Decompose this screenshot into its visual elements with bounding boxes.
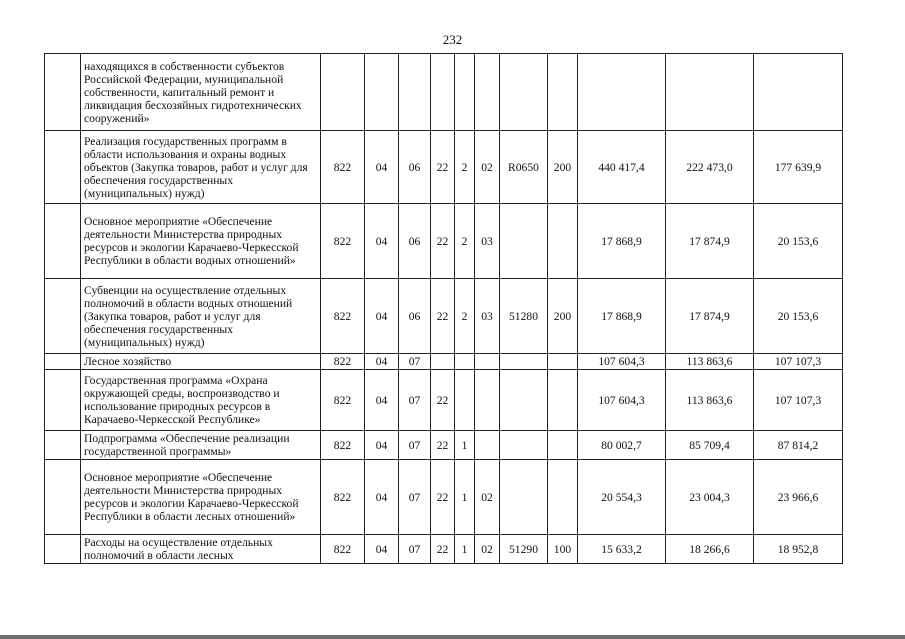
code-cell-c1: 822 xyxy=(321,204,365,279)
code-cell-c2: 04 xyxy=(365,460,399,535)
code-cell-c4: 22 xyxy=(431,431,455,460)
code-cell-c6: 02 xyxy=(475,460,500,535)
amount-cell-v2: 222 473,0 xyxy=(666,131,754,204)
code-cell-c3 xyxy=(399,54,431,131)
code-cell-c8 xyxy=(548,370,578,431)
row-number-cell xyxy=(45,535,81,564)
code-cell-c8 xyxy=(548,354,578,370)
table-row xyxy=(45,460,843,535)
code-cell-c7 xyxy=(500,370,548,431)
code-cell-c5: 1 xyxy=(455,535,475,564)
code-cell-c3: 06 xyxy=(399,204,431,279)
code-cell-c2: 04 xyxy=(365,131,399,204)
amount-cell-v1: 17 868,9 xyxy=(578,204,666,279)
amount-cell-v2: 17 874,9 xyxy=(666,204,754,279)
code-cell-c1: 822 xyxy=(321,431,365,460)
amount-cell-v2: 17 874,9 xyxy=(666,279,754,354)
amount-cell-v2: 23 004,3 xyxy=(666,460,754,535)
amount-cell-v1: 80 002,7 xyxy=(578,431,666,460)
code-cell-c2: 04 xyxy=(365,431,399,460)
amount-cell-v1 xyxy=(578,54,666,131)
row-number-cell xyxy=(45,54,81,131)
code-cell-c1: 822 xyxy=(321,535,365,564)
code-cell-c6 xyxy=(475,431,500,460)
table-row xyxy=(45,204,843,279)
code-cell-c6: 03 xyxy=(475,204,500,279)
expense-name-cell: Подпрограмма «Обеспечение реализации государственной программы» xyxy=(81,431,321,460)
expense-name-cell: находящихся в собственности субъектов Российской Федерации, муниципальной собственности, капитальный ремонт и ликвидация бесхозяйных гидротехнических сооружений» xyxy=(81,54,321,131)
row-number-cell xyxy=(45,370,81,431)
code-cell-c5 xyxy=(455,354,475,370)
code-cell-c4: 22 xyxy=(431,535,455,564)
amount-cell-v3: 20 153,6 xyxy=(754,279,843,354)
amount-cell-v2: 113 863,6 xyxy=(666,370,754,431)
amount-cell-v1: 17 868,9 xyxy=(578,279,666,354)
code-cell-c5: 1 xyxy=(455,431,475,460)
code-cell-c1: 822 xyxy=(321,131,365,204)
code-cell-c3: 07 xyxy=(399,354,431,370)
code-cell-c7: 51290 xyxy=(500,535,548,564)
table-row xyxy=(45,131,843,204)
code-cell-c1: 822 xyxy=(321,370,365,431)
table-row xyxy=(45,354,843,370)
code-cell-c4 xyxy=(431,54,455,131)
scan-bottom-edge xyxy=(0,635,905,639)
code-cell-c1: 822 xyxy=(321,460,365,535)
amount-cell-v1: 107 604,3 xyxy=(578,354,666,370)
amount-cell-v3: 20 153,6 xyxy=(754,204,843,279)
code-cell-c4: 22 xyxy=(431,279,455,354)
code-cell-c4 xyxy=(431,354,455,370)
code-cell-c3: 06 xyxy=(399,131,431,204)
code-cell-c4: 22 xyxy=(431,131,455,204)
expense-name-cell: Государственная программа «Охрана окружающей среды, воспроизводство и использование природных ресурсов в Карачаево-Черкесской Республике» xyxy=(81,370,321,431)
code-cell-c5: 2 xyxy=(455,204,475,279)
row-number-cell xyxy=(45,431,81,460)
table-row xyxy=(45,54,843,131)
table-row xyxy=(45,370,843,431)
code-cell-c4: 22 xyxy=(431,370,455,431)
amount-cell-v1: 20 554,3 xyxy=(578,460,666,535)
amount-cell-v2 xyxy=(666,54,754,131)
code-cell-c4: 22 xyxy=(431,204,455,279)
code-cell-c8 xyxy=(548,431,578,460)
budget-table xyxy=(44,53,843,564)
code-cell-c8: 100 xyxy=(548,535,578,564)
expense-name-cell: Лесное хозяйство xyxy=(81,354,321,370)
row-number-cell xyxy=(45,204,81,279)
code-cell-c8 xyxy=(548,204,578,279)
code-cell-c3: 07 xyxy=(399,460,431,535)
amount-cell-v3: 23 966,6 xyxy=(754,460,843,535)
amount-cell-v3: 107 107,3 xyxy=(754,370,843,431)
code-cell-c5: 2 xyxy=(455,131,475,204)
expense-name-cell: Основное мероприятие «Обеспечение деятельности Министерства природных ресурсов и экологии Карачаево-Черкесской Республики в области водных отношений» xyxy=(81,204,321,279)
code-cell-c8 xyxy=(548,54,578,131)
page-number: 232 xyxy=(442,32,463,47)
expense-name-cell: Субвенции на осуществление отдельных полномочий в области водных отношений (Закупка товаров, работ и услуг для обеспечения государственных (муниципальных) нужд) xyxy=(81,279,321,354)
code-cell-c2: 04 xyxy=(365,535,399,564)
row-number-cell xyxy=(45,279,81,354)
code-cell-c5: 2 xyxy=(455,279,475,354)
amount-cell-v2: 18 266,6 xyxy=(666,535,754,564)
amount-cell-v3: 87 814,2 xyxy=(754,431,843,460)
code-cell-c8: 200 xyxy=(548,279,578,354)
code-cell-c7 xyxy=(500,54,548,131)
code-cell-c6 xyxy=(475,54,500,131)
expense-name-cell: Основное мероприятие «Обеспечение деятельности Министерства природных ресурсов и экологии Карачаево-Черкесской Республики в области лесных отношений» xyxy=(81,460,321,535)
code-cell-c8: 200 xyxy=(548,131,578,204)
code-cell-c6: 03 xyxy=(475,279,500,354)
amount-cell-v1: 440 417,4 xyxy=(578,131,666,204)
code-cell-c3: 07 xyxy=(399,431,431,460)
code-cell-c3: 07 xyxy=(399,370,431,431)
table-row xyxy=(45,279,843,354)
table-row xyxy=(45,535,843,564)
code-cell-c7 xyxy=(500,354,548,370)
amount-cell-v2: 85 709,4 xyxy=(666,431,754,460)
code-cell-c6: 02 xyxy=(475,535,500,564)
code-cell-c2: 04 xyxy=(365,354,399,370)
expense-name-cell: Расходы на осуществление отдельных полномочий в области лесных xyxy=(81,535,321,564)
code-cell-c7 xyxy=(500,460,548,535)
code-cell-c5 xyxy=(455,54,475,131)
amount-cell-v3: 18 952,8 xyxy=(754,535,843,564)
code-cell-c5 xyxy=(455,370,475,431)
row-number-cell xyxy=(45,354,81,370)
code-cell-c7 xyxy=(500,204,548,279)
amount-cell-v3: 107 107,3 xyxy=(754,354,843,370)
row-number-cell xyxy=(45,460,81,535)
code-cell-c1 xyxy=(321,54,365,131)
code-cell-c7: R0650 xyxy=(500,131,548,204)
amount-cell-v1: 15 633,2 xyxy=(578,535,666,564)
code-cell-c6 xyxy=(475,354,500,370)
amount-cell-v3 xyxy=(754,54,843,131)
code-cell-c3: 06 xyxy=(399,279,431,354)
code-cell-c7 xyxy=(500,431,548,460)
code-cell-c2: 04 xyxy=(365,204,399,279)
code-cell-c2 xyxy=(365,54,399,131)
table-body xyxy=(45,54,843,564)
code-cell-c1: 822 xyxy=(321,279,365,354)
row-number-cell xyxy=(45,131,81,204)
code-cell-c4: 22 xyxy=(431,460,455,535)
code-cell-c2: 04 xyxy=(365,370,399,431)
amount-cell-v1: 107 604,3 xyxy=(578,370,666,431)
amount-cell-v2: 113 863,6 xyxy=(666,354,754,370)
code-cell-c7: 51280 xyxy=(500,279,548,354)
code-cell-c2: 04 xyxy=(365,279,399,354)
expense-name-cell: Реализация государственных программ в области использования и охраны водных объектов (Закупка товаров, работ и услуг для обеспечения государственных (муниципальных) нужд) xyxy=(81,131,321,204)
code-cell-c8 xyxy=(548,460,578,535)
amount-cell-v3: 177 639,9 xyxy=(754,131,843,204)
code-cell-c5: 1 xyxy=(455,460,475,535)
code-cell-c3: 07 xyxy=(399,535,431,564)
code-cell-c6: 02 xyxy=(475,131,500,204)
code-cell-c6 xyxy=(475,370,500,431)
table-row xyxy=(45,431,843,460)
code-cell-c1: 822 xyxy=(321,354,365,370)
